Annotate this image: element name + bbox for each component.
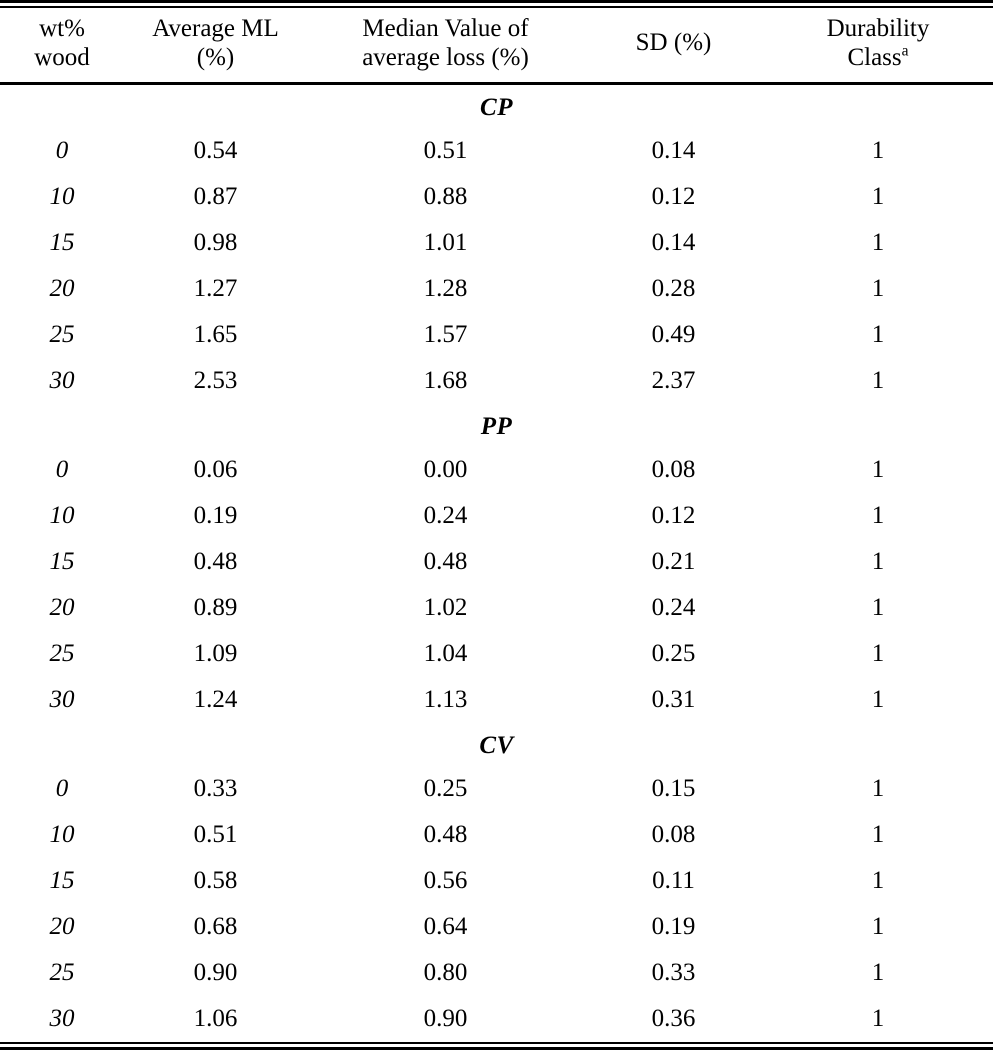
- cell-sd: 0.31: [651, 685, 696, 713]
- cell-sd: 0.15: [651, 774, 696, 802]
- cell-sd: 0.19: [651, 912, 696, 940]
- cell-median_value: 1.02: [423, 593, 468, 621]
- cell-average_ml: 1.06: [193, 1004, 238, 1032]
- column-header-wt-wood: [0, 8, 124, 82]
- footnote-marker-a: a: [901, 42, 909, 60]
- cell-durability_class: 1: [871, 774, 885, 802]
- cell-median_value: 0.24: [423, 501, 468, 529]
- table-row: [0, 585, 993, 631]
- cell-durability_class: 1: [871, 912, 885, 940]
- cell-sd: 0.36: [651, 1004, 696, 1032]
- cell-median_value: 0.00: [423, 455, 468, 483]
- cell-durability_class: 1: [871, 182, 885, 210]
- cell-durability_class: 1: [871, 685, 885, 713]
- column-header-durability-class-line1: Durability: [826, 15, 930, 42]
- cell-wt_wood: 20: [49, 593, 75, 621]
- cell-sd: 0.28: [651, 274, 696, 302]
- table-row: [0, 128, 993, 174]
- column-header-wt-wood-line2: wood: [34, 43, 90, 71]
- table-row: [0, 677, 993, 723]
- cell-durability_class: 1: [871, 593, 885, 621]
- cell-median_value: 0.64: [423, 912, 468, 940]
- section-header-label: PP: [480, 412, 513, 440]
- cell-sd: 0.12: [651, 182, 696, 210]
- table-row: [0, 220, 993, 266]
- cell-wt_wood: 30: [49, 685, 75, 713]
- cell-median_value: 1.01: [423, 228, 468, 256]
- cell-sd: 0.14: [651, 228, 696, 256]
- cell-median_value: 0.80: [423, 958, 468, 986]
- cell-wt_wood: 0: [55, 774, 69, 802]
- column-header-average-ml: [124, 8, 307, 82]
- cell-wt_wood: 25: [49, 958, 75, 986]
- cell-average_ml: 0.33: [193, 774, 238, 802]
- cell-median_value: 0.25: [423, 774, 468, 802]
- cell-durability_class: 1: [871, 639, 885, 667]
- column-header-durability-class: [763, 8, 993, 82]
- cell-sd: 0.08: [651, 455, 696, 483]
- column-header-median-value: [307, 8, 584, 82]
- column-header-sd-line1: SD (%): [635, 29, 712, 57]
- cell-durability_class: 1: [871, 1004, 885, 1032]
- table-body: [0, 85, 993, 1042]
- cell-durability_class: 1: [871, 501, 885, 529]
- cell-durability_class: 1: [871, 547, 885, 575]
- cell-wt_wood: 10: [49, 820, 75, 848]
- table-row: [0, 766, 993, 812]
- column-header-durability-class-text: Class: [847, 43, 902, 71]
- table-row: [0, 631, 993, 677]
- cell-wt_wood: 15: [49, 228, 75, 256]
- durability-results-body: [0, 85, 993, 1042]
- cell-average_ml: 0.48: [193, 547, 238, 575]
- table-row: [0, 858, 993, 904]
- section-header-row: [0, 404, 993, 447]
- cell-median_value: 1.13: [423, 685, 468, 713]
- cell-durability_class: 1: [871, 866, 885, 894]
- table-row: [0, 174, 993, 220]
- cell-wt_wood: 10: [49, 182, 75, 210]
- cell-wt_wood: 20: [49, 274, 75, 302]
- table-row: [0, 539, 993, 585]
- cell-average_ml: 1.27: [193, 274, 238, 302]
- cell-median_value: 1.04: [423, 639, 468, 667]
- cell-median_value: 0.48: [423, 820, 468, 848]
- cell-average_ml: 0.68: [193, 912, 238, 940]
- column-header-wt-wood-line1: wt%: [39, 15, 85, 42]
- section-header-label: CV: [479, 731, 514, 759]
- table-row: [0, 812, 993, 858]
- cell-durability_class: 1: [871, 958, 885, 986]
- cell-median_value: 0.90: [423, 1004, 468, 1032]
- cell-wt_wood: 0: [55, 136, 69, 164]
- table-header: [0, 8, 993, 82]
- cell-average_ml: 0.58: [193, 866, 238, 894]
- cell-wt_wood: 30: [49, 1004, 75, 1032]
- cell-sd: 0.14: [651, 136, 696, 164]
- cell-average_ml: 1.24: [193, 685, 238, 713]
- table-row: [0, 950, 993, 996]
- cell-durability_class: 1: [871, 455, 885, 483]
- cell-sd: 0.33: [651, 958, 696, 986]
- column-header-average-ml-line1: Average ML: [152, 15, 279, 42]
- cell-durability_class: 1: [871, 228, 885, 256]
- cell-average_ml: 2.53: [193, 366, 238, 394]
- cell-wt_wood: 25: [49, 639, 75, 667]
- cell-durability_class: 1: [871, 274, 885, 302]
- cell-median_value: 0.88: [423, 182, 468, 210]
- table-row: [0, 996, 993, 1042]
- durability-results-table: [0, 8, 993, 82]
- cell-median_value: 1.68: [423, 366, 468, 394]
- table-row: [0, 904, 993, 950]
- table-row: [0, 358, 993, 404]
- cell-median_value: 0.56: [423, 866, 468, 894]
- cell-wt_wood: 15: [49, 547, 75, 575]
- cell-sd: 0.49: [651, 320, 696, 348]
- column-header-median-value-line1: Median Value of: [362, 15, 529, 42]
- cell-sd: 0.25: [651, 639, 696, 667]
- header-row: [0, 8, 993, 82]
- table-top-rule-thick: [0, 0, 993, 3]
- column-header-durability-class-line2: [767, 44, 989, 73]
- cell-sd: 0.11: [652, 866, 695, 894]
- cell-durability_class: 1: [871, 320, 885, 348]
- cell-wt_wood: 30: [49, 366, 75, 394]
- cell-wt_wood: 25: [49, 320, 75, 348]
- cell-median_value: 1.57: [423, 320, 468, 348]
- cell-sd: 2.37: [651, 366, 696, 394]
- cell-wt_wood: 10: [49, 501, 75, 529]
- cell-median_value: 0.51: [423, 136, 468, 164]
- table-bottom-rule-thin: [0, 1042, 993, 1044]
- cell-average_ml: 0.89: [193, 593, 238, 621]
- cell-average_ml: 0.90: [193, 958, 238, 986]
- table-row: [0, 312, 993, 358]
- cell-sd: 0.24: [651, 593, 696, 621]
- cell-sd: 0.21: [651, 547, 696, 575]
- cell-durability_class: 1: [871, 820, 885, 848]
- cell-sd: 0.12: [651, 501, 696, 529]
- section-header-row: [0, 85, 993, 128]
- cell-average_ml: 0.06: [193, 455, 238, 483]
- column-header-sd: [584, 8, 763, 82]
- cell-average_ml: 0.19: [193, 501, 238, 529]
- cell-average_ml: 0.51: [193, 820, 238, 848]
- table-row: [0, 266, 993, 312]
- cell-average_ml: 1.09: [193, 639, 238, 667]
- section-header-label: CP: [480, 93, 513, 121]
- cell-wt_wood: 15: [49, 866, 75, 894]
- cell-average_ml: 0.98: [193, 228, 238, 256]
- cell-average_ml: 1.65: [193, 320, 238, 348]
- cell-durability_class: 1: [871, 136, 885, 164]
- table-bottom-rule-thick: [0, 1047, 993, 1050]
- table-row: [0, 493, 993, 539]
- cell-sd: 0.08: [651, 820, 696, 848]
- cell-median_value: 0.48: [423, 547, 468, 575]
- cell-durability_class: 1: [871, 366, 885, 394]
- cell-wt_wood: 20: [49, 912, 75, 940]
- column-header-median-value-line2: average loss (%): [362, 43, 529, 71]
- cell-average_ml: 0.87: [193, 182, 238, 210]
- table-row: [0, 447, 993, 493]
- section-header-row: [0, 723, 993, 766]
- cell-median_value: 1.28: [423, 274, 468, 302]
- cell-average_ml: 0.54: [193, 136, 238, 164]
- column-header-average-ml-line2: (%): [196, 43, 235, 71]
- cell-wt_wood: 0: [55, 455, 69, 483]
